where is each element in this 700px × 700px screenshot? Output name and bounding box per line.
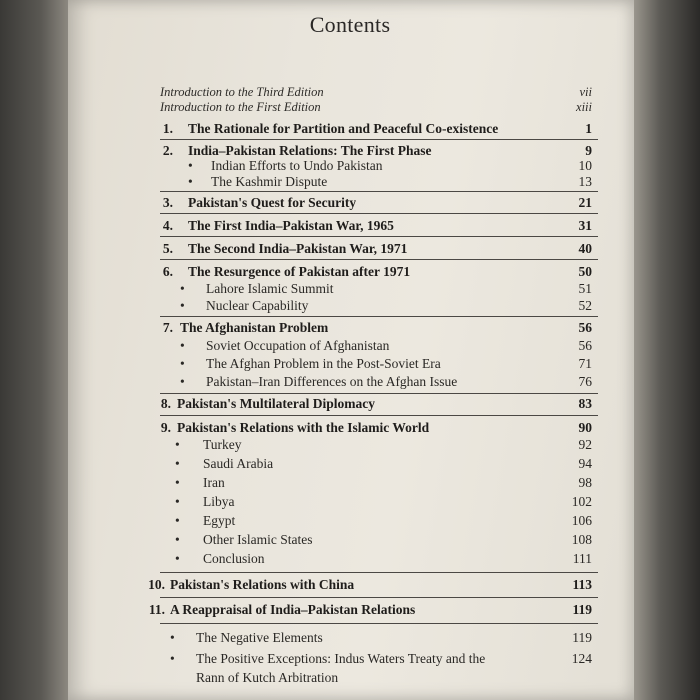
chapter-title: The Second India–Pakistan War, 1971 — [188, 241, 408, 256]
chapter-title: The Rationale for Partition and Peaceful Co-existence — [188, 121, 499, 136]
chapter-title: Pakistan's Relations with the Islamic World — [177, 420, 430, 435]
chapter-number: 1. — [162, 121, 173, 136]
bullet-icon: • — [175, 437, 180, 452]
intro-first-edition: Introduction to the First Edition — [160, 100, 321, 114]
chapter-page: 31 — [578, 218, 592, 233]
chapter-title: The Afghanistan Problem — [180, 320, 329, 335]
chapter-title: India–Pakistan Relations: The First Phase — [188, 143, 432, 158]
chapter-number: 2. — [162, 143, 173, 158]
chapter-page: 40 — [578, 241, 592, 256]
section-page: 111 — [572, 551, 592, 566]
section-page: 92 — [578, 437, 592, 452]
section-label: Saudi Arabia — [203, 456, 274, 471]
divider-rule — [160, 213, 598, 214]
bullet-icon: • — [175, 551, 180, 566]
bullet-icon: • — [180, 374, 185, 389]
book-spine-shadow — [0, 0, 68, 700]
section-label: Nuclear Capability — [206, 298, 309, 313]
section-label: Indian Efforts to Undo Pakistan — [211, 158, 383, 173]
chapter-title: Pakistan's Relations with China — [170, 577, 355, 592]
chapter-number: 3. — [162, 195, 173, 210]
section-label: Libya — [203, 494, 235, 509]
divider-rule — [160, 236, 598, 237]
chapter-title: The First India–Pakistan War, 1965 — [188, 218, 394, 233]
divider-rule — [160, 415, 598, 416]
intro-third-edition-page: vii — [579, 85, 592, 99]
section-label: Egypt — [203, 513, 236, 528]
section-page: 13 — [578, 174, 592, 189]
divider-rule — [160, 393, 598, 394]
chapter-page: 56 — [578, 320, 592, 335]
bullet-icon: • — [170, 630, 175, 645]
bullet-icon: • — [175, 494, 180, 509]
contents-title: Contents — [309, 12, 391, 37]
bullet-icon: • — [175, 532, 180, 547]
chapter-number: 4. — [162, 218, 173, 233]
bullet-icon: • — [188, 158, 193, 173]
section-label: Lahore Islamic Summit — [206, 281, 334, 296]
section-page: 56 — [578, 338, 592, 353]
section-label: Turkey — [203, 437, 242, 452]
bullet-icon: • — [180, 356, 185, 371]
bullet-icon: • — [175, 456, 180, 471]
section-label: The Afghan Problem in the Post-Soviet Era — [206, 356, 441, 371]
divider-rule — [160, 139, 598, 140]
chapter-page: 50 — [578, 264, 592, 279]
chapter-page: 113 — [572, 577, 592, 592]
intro-first-edition-page: xiii — [576, 100, 592, 114]
chapter-title: Pakistan's Multilateral Diplomacy — [177, 396, 375, 411]
chapter-page: 119 — [572, 602, 592, 617]
section-page: 10 — [578, 158, 592, 173]
section-page: 108 — [571, 532, 592, 547]
bullet-icon: • — [180, 338, 185, 353]
chapter-number: 11. — [148, 602, 165, 617]
chapter-number: 7. — [162, 320, 173, 335]
bullet-icon: • — [188, 174, 193, 189]
section-page: 51 — [578, 281, 592, 296]
bullet-icon: • — [175, 475, 180, 490]
section-label: Conclusion — [203, 551, 265, 566]
chapter-number: 9. — [160, 420, 171, 435]
divider-rule — [160, 572, 598, 573]
divider-rule — [160, 597, 598, 598]
chapter-title: A Reappraisal of India–Pakistan Relations — [170, 602, 416, 617]
chapter-page: 90 — [578, 420, 592, 435]
divider-rule — [160, 623, 598, 624]
bullet-icon: • — [170, 651, 175, 666]
chapter-page: 1 — [585, 121, 592, 136]
section-label: Pakistan–Iran Differences on the Afghan Issue — [206, 374, 458, 389]
section-label-continued: Rann of Kutch Arbitration — [196, 670, 339, 685]
bullet-icon: • — [175, 513, 180, 528]
chapter-number: 6. — [162, 264, 173, 279]
section-page: 106 — [571, 513, 592, 528]
chapter-page: 9 — [585, 143, 592, 158]
divider-rule — [160, 316, 598, 317]
section-label: The Positive Exceptions: Indus Waters Treaty and the — [196, 651, 486, 666]
section-page: 71 — [578, 356, 592, 371]
section-page: 124 — [571, 651, 592, 666]
chapter-number: 5. — [162, 241, 173, 256]
section-page: 119 — [572, 630, 592, 645]
chapter-number: 10. — [148, 577, 165, 592]
section-page: 98 — [578, 475, 592, 490]
section-page: 102 — [571, 494, 592, 509]
section-label: The Negative Elements — [196, 630, 323, 645]
chapter-page: 21 — [578, 195, 592, 210]
chapter-title: Pakistan's Quest for Security — [188, 195, 357, 210]
section-label: Soviet Occupation of Afghanistan — [206, 338, 390, 353]
section-label: Iran — [203, 475, 225, 490]
bullet-icon: • — [180, 298, 185, 313]
chapter-page: 83 — [578, 396, 592, 411]
chapter-number: 8. — [160, 396, 171, 411]
section-page: 76 — [578, 374, 592, 389]
bullet-icon: • — [180, 281, 185, 296]
divider-rule — [160, 259, 598, 260]
intro-third-edition: Introduction to the Third Edition — [160, 85, 324, 99]
divider-rule — [160, 191, 598, 192]
page-edge-shadow — [634, 0, 700, 700]
section-label: The Kashmir Dispute — [211, 174, 328, 189]
section-page: 52 — [578, 298, 592, 313]
section-label: Other Islamic States — [203, 532, 313, 547]
section-page: 94 — [578, 456, 592, 471]
chapter-title: The Resurgence of Pakistan after 1971 — [188, 264, 411, 279]
